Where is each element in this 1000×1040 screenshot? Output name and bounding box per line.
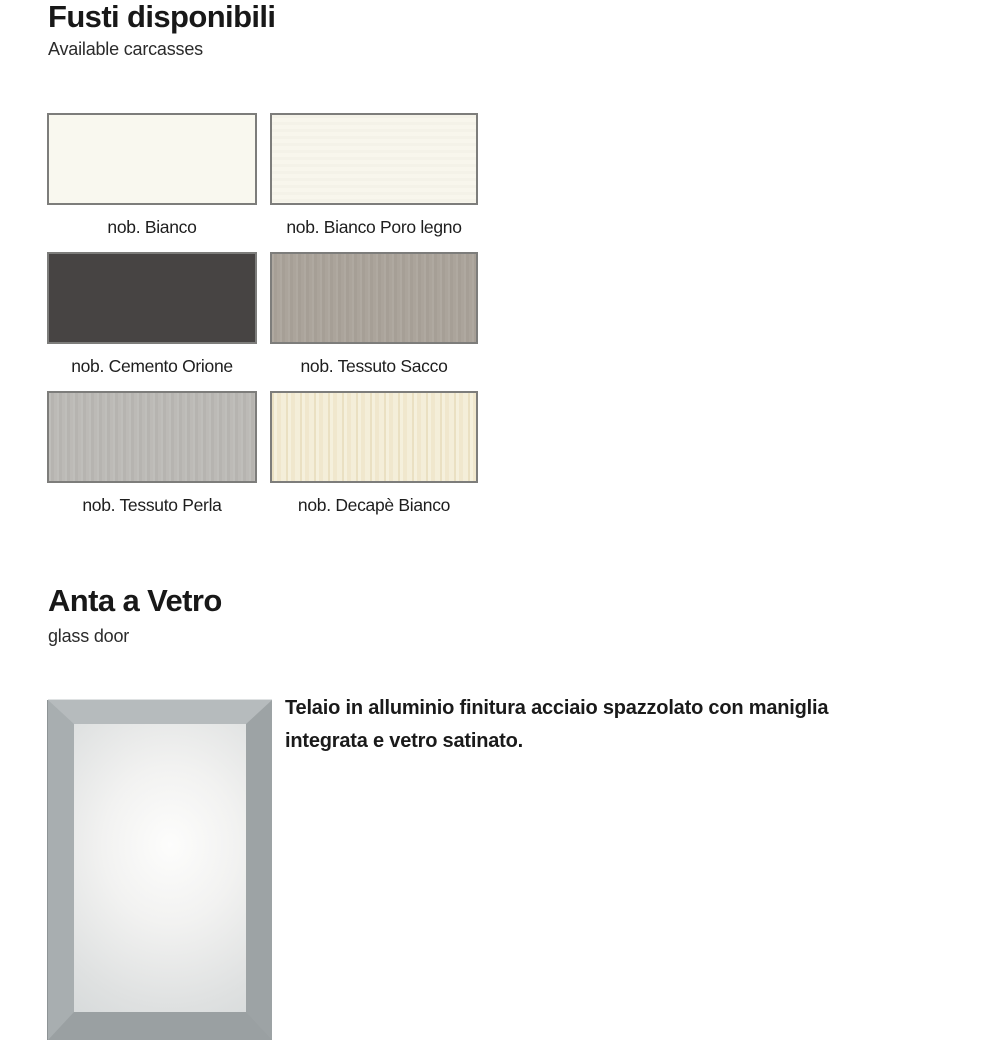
swatch-cell bbox=[270, 113, 478, 238]
carcass-swatch-grid bbox=[47, 113, 478, 530]
frosted-glass-pane bbox=[74, 724, 246, 1012]
glass-door-description: Telaio in alluminio finitura acciaio spazzolato con maniglia integrata e vetro satinato. bbox=[285, 697, 829, 752]
swatch-bianco bbox=[47, 113, 257, 205]
swatch-decape-bianco bbox=[270, 391, 478, 483]
swatch-cell bbox=[47, 391, 257, 516]
glass-door-section-subtitle: glass door bbox=[48, 626, 130, 646]
glass-door-photo bbox=[48, 700, 272, 1040]
swatch-label: nob. Tessuto Perla bbox=[82, 495, 222, 515]
swatch-cemento-orione bbox=[47, 252, 257, 344]
swatch-cell bbox=[270, 252, 478, 377]
swatch-tessuto-sacco bbox=[270, 252, 478, 344]
carcasses-section-title: Fusti disponibili bbox=[48, 0, 276, 34]
swatch-label: nob. Cemento Orione bbox=[71, 356, 233, 376]
glass-door-section-title: Anta a Vetro bbox=[48, 583, 222, 618]
swatch-label: nob. Decapè Bianco bbox=[297, 495, 451, 515]
swatch-cell bbox=[270, 391, 478, 516]
swatch-label: nob. Tessuto Sacco bbox=[300, 356, 448, 376]
carcasses-section-subtitle: Available carcasses bbox=[48, 39, 203, 59]
swatch-cell bbox=[47, 252, 257, 377]
swatch-bianco-poro-legno bbox=[270, 113, 478, 205]
swatch-cell bbox=[47, 113, 257, 238]
swatch-label: nob. Bianco Poro legno bbox=[286, 217, 462, 237]
swatch-label: nob. Bianco bbox=[107, 217, 197, 237]
swatch-tessuto-perla bbox=[47, 391, 257, 483]
